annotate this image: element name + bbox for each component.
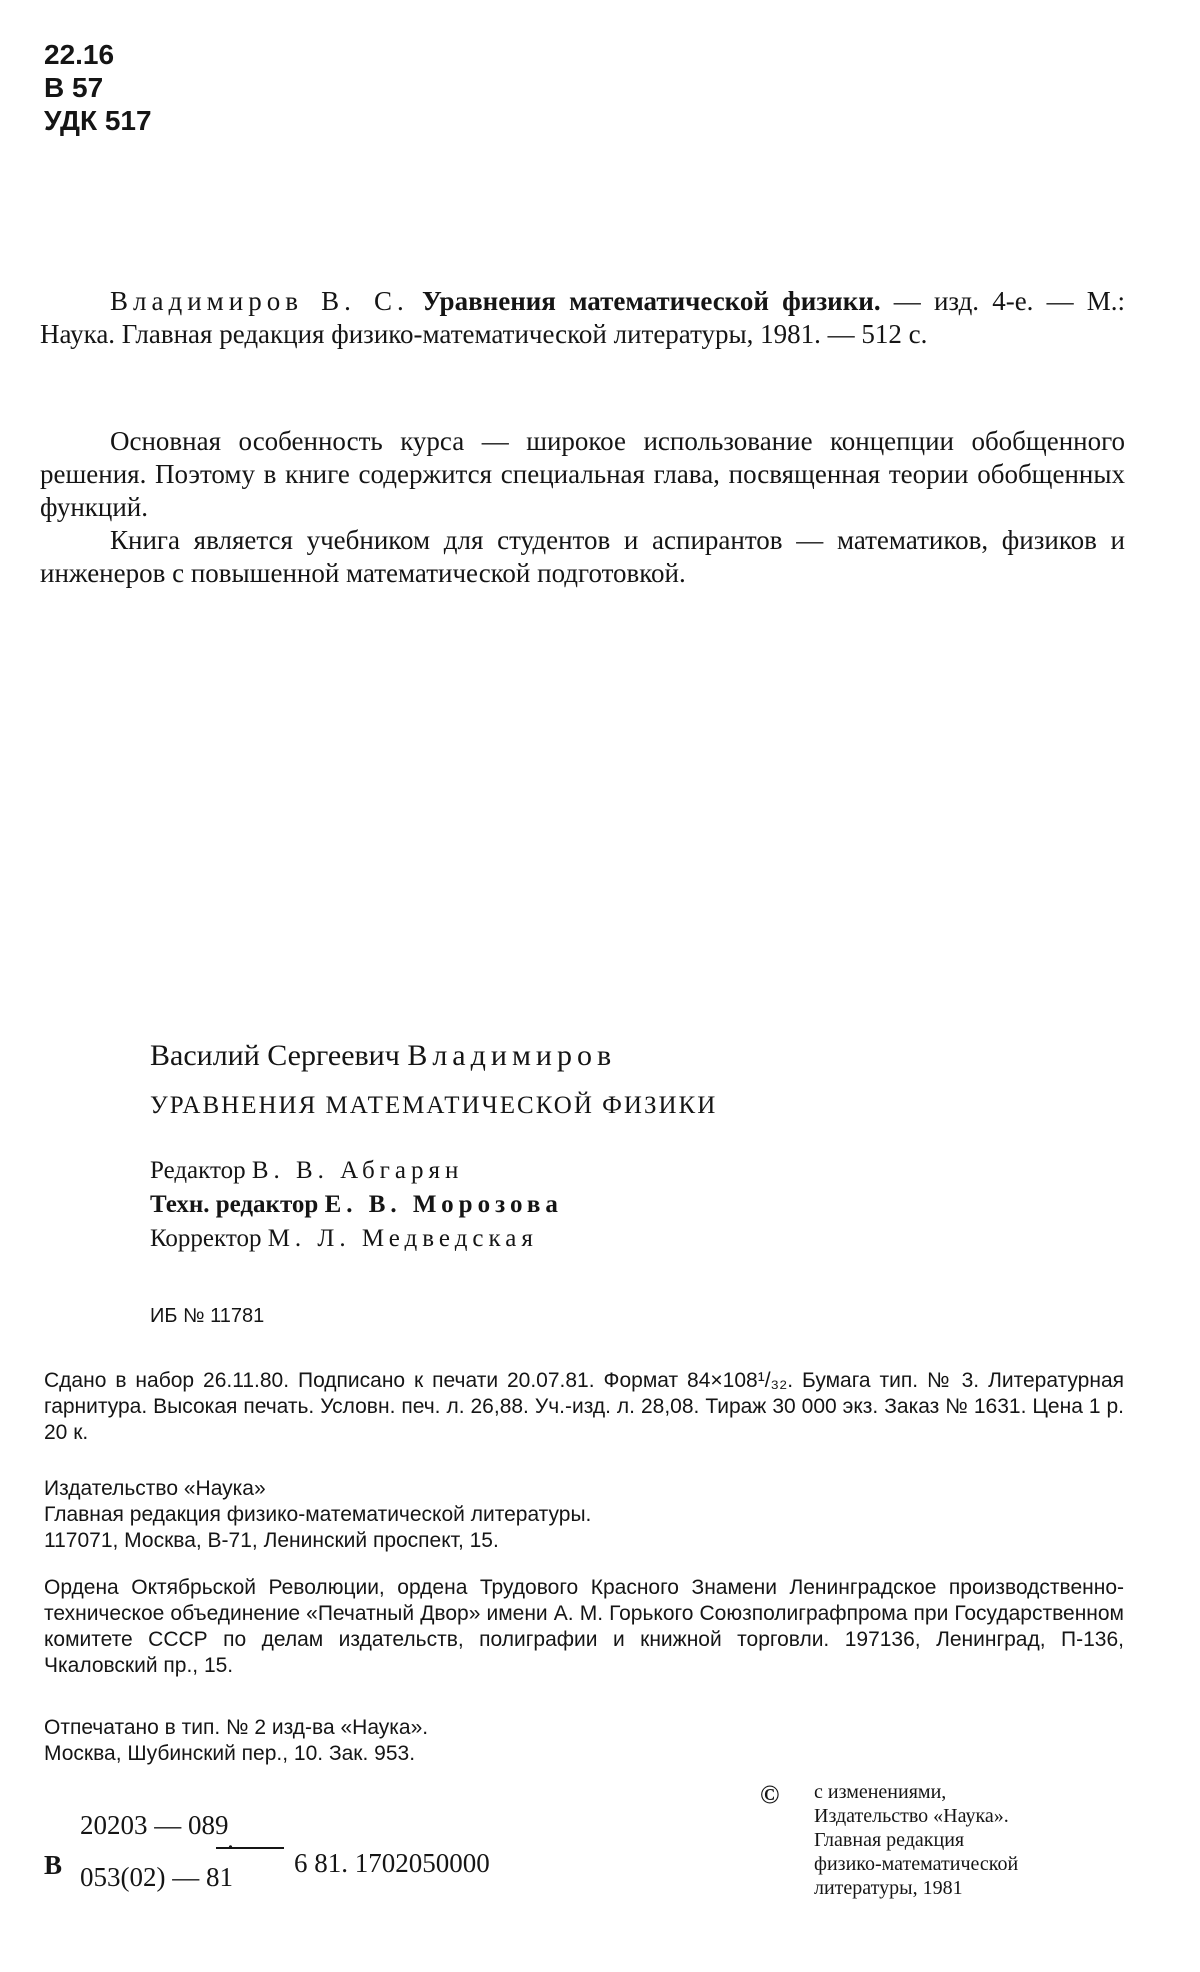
index-remainder: 6 81. 1702050000: [294, 1848, 490, 1878]
classification-codes: [44, 38, 152, 137]
biblio-author: Владимиров В. С.: [110, 286, 409, 316]
publisher-name: Издательство «Наука»: [44, 1477, 266, 1500]
copyright-line-4: физико-математической: [814, 1853, 1019, 1875]
publisher-address: 117071, Москва, В-71, Ленинский проспект, 15.: [44, 1529, 499, 1552]
copyright-line-3: Главная редакция: [814, 1829, 965, 1851]
corrector-label: Корректор: [150, 1225, 262, 1252]
copyright-line-5: литературы, 1981: [814, 1877, 963, 1899]
credits-block: [150, 1036, 717, 1256]
biblio-details: — изд. 4-е. — М.: Наука. Главная редакция физико-математической литературы, 1981. — 512 с.: [40, 286, 1126, 349]
tech-editor-name: Е. В. Морозова: [324, 1191, 563, 1218]
corrector-name: М. Л. Медведская: [267, 1225, 538, 1252]
editorial-staff: [150, 1154, 717, 1256]
publisher-block: [44, 1476, 1124, 1554]
copyright-icon: ©: [760, 1780, 780, 1809]
index-numerator: 20203 — 089: [80, 1810, 229, 1840]
printed-by-block: [44, 1715, 1124, 1767]
author-given-names: Василий Сергеевич: [150, 1039, 400, 1072]
author-surname: Владимиров: [407, 1039, 617, 1072]
copyright-text: [814, 1780, 1140, 1900]
printer-block: Ордена Октябрьской Революции, ордена Трудового Красного Знамени Ленинградское производственно-техническое объединение «Печатный Двор» имени А. М. Горького Союзполиграфпрома при Государственном комитете СССР по делам издательств, полиграфии и книжной торговли. 197136, Ленинград, П-136, Чкаловский пр., 15.: [44, 1576, 1124, 1677]
printed-by-line-2: Москва, Шубинский пер., 10. Зак. 953.: [44, 1742, 416, 1765]
index-dot: ·: [226, 1832, 235, 1862]
printed-by-line-1: Отпечатано в тип. № 2 изд-ва «Наука».: [44, 1716, 429, 1739]
udc-code: УДК 517: [44, 105, 152, 136]
annotation-paragraph-2: Книга является учебником для студентов и аспирантов — математиков, физиков и инженеров с повышенной математической подготовкой.: [40, 525, 1125, 588]
copyright-line-2: Издательство «Наука».: [814, 1805, 1009, 1827]
copyright-notice: [760, 1780, 1140, 1900]
annotation: [40, 425, 1125, 590]
book-title-caps: УРАВНЕНИЯ МАТЕМАТИЧЕСКОЙ ФИЗИКИ: [150, 1092, 718, 1119]
author-mark: В 57: [44, 72, 104, 103]
tech-editor-label: Техн. редактор: [150, 1191, 319, 1218]
corrector-line: [150, 1222, 717, 1256]
bibliographic-record: [40, 285, 1125, 351]
editor-line: [150, 1154, 717, 1188]
publisher-division: Главная редакция физико-математической литературы.: [44, 1503, 592, 1526]
tech-editor-line: [150, 1188, 717, 1222]
author-full-name: [150, 1036, 717, 1076]
annotation-paragraph-1: Основная особенность курса — широкое использование концепции обобщенного решения. Поэтому в книге содержится специальная глава, посвященная теории обобщенных функций.: [40, 426, 1125, 522]
ib-number: ИБ № 11781: [150, 1305, 265, 1327]
print-imprint: Сдано в набор 26.11.80. Подписано к печати 20.07.81. Формат 84×108¹/₃₂. Бумага тип. № 3. Литературная гарнитура. Высокая печать. Условн. печ. л. 26,88. Уч.-изд. л. 28,08. Тираж 30 000 экз. Заказ № 1631. Цена 1 р. 20 к.: [44, 1369, 1124, 1444]
index-denominator: 053(02) — 81: [80, 1862, 233, 1892]
copyright-line-1: с изменениями,: [814, 1781, 947, 1803]
editor-name: В. В. Абгарян: [251, 1157, 464, 1184]
bbk-code: 22.16: [44, 39, 115, 70]
editor-label: Редактор: [150, 1157, 246, 1184]
index-letter: В: [44, 1850, 63, 1880]
biblio-title: Уравнения математической физики.: [421, 286, 881, 316]
